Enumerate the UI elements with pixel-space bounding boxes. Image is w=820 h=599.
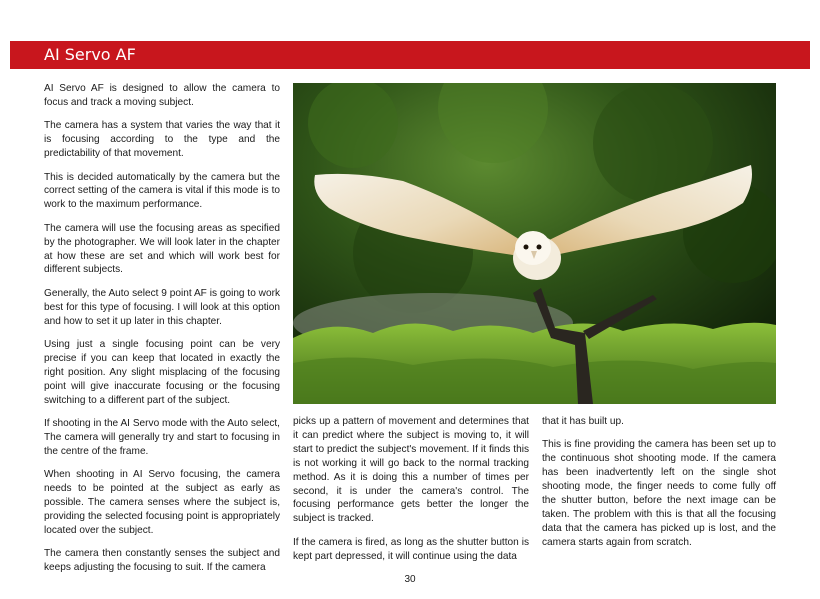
text-column-2 <box>293 415 529 573</box>
paragraph: When shooting in AI Servo focusing, the camera needs to be pointed at the subject as early as possible. The camera senses where the subject is, providing the selected focusing point is appropriately located over the subject. <box>44 469 280 536</box>
paragraph: This is fine providing the camera has been set up to the continuous shot shooting mode. If the camera has been inadvertently left on the single shot shooting mode, the finger needs to come fully off the shutter button, before the next image can be taken. The problem with this is that all the focusing data that the camera has picked up is lost, and the camera starts again from scratch. <box>542 439 776 548</box>
page-number: 30 <box>404 574 416 585</box>
section-title: AI Servo AF <box>44 45 136 64</box>
barn-owl-photo <box>293 83 776 404</box>
paragraph: AI Servo AF is designed to allow the camera to focus and track a moving subject. <box>44 83 280 108</box>
paragraph: Generally, the Auto select 9 point AF is going to work best for this type of focusing. I will look at this option and how to set it up later in this chapter. <box>44 287 280 327</box>
paragraph: that it has built up. <box>542 416 624 427</box>
paragraph: If the camera is fired, as long as the shutter button is kept part depressed, it will continue using the data <box>293 536 529 562</box>
section-title-banner <box>10 41 810 69</box>
paragraph: If shooting in the AI Servo mode with the Auto select, The camera will generally try and start to focusing in the centre of the frame. <box>44 418 280 457</box>
paragraph: Using just a single focusing point can be very precise if you can keep that located in exactly the right position. Any slight misplacing of the focusing point will give inaccurate focusing or the focusing switching to a different part of the subject. <box>44 339 280 406</box>
paragraph: The camera then constantly senses the subject and keeps adjusting the focusing to suit. If the camera <box>44 548 280 574</box>
paragraph: The camera will use the focusing areas as specified by the photographer. We will look later in the chapter at how these are set and which will work best for different subjects. <box>44 222 280 276</box>
text-column-1 <box>44 82 280 585</box>
text-column-3 <box>542 415 776 559</box>
paragraph: This is decided automatically by the camera but the correct setting of the camera is vital if this mode is to work to the maximum performance. <box>44 171 280 211</box>
paragraph: picks up a pattern of movement and determines that it can predict where the subject is moving to, it will start to predict the subject's movement. If it finds this is not working it will go back to the normal tracking method. As it is doing this a number of times per second, it is under the camera's control. The focusing performance gets better the longer the subject is tracked. <box>293 416 529 525</box>
paragraph: The camera has a system that varies the way that it is focusing according to the type and the predictability of that movement. <box>44 120 280 160</box>
